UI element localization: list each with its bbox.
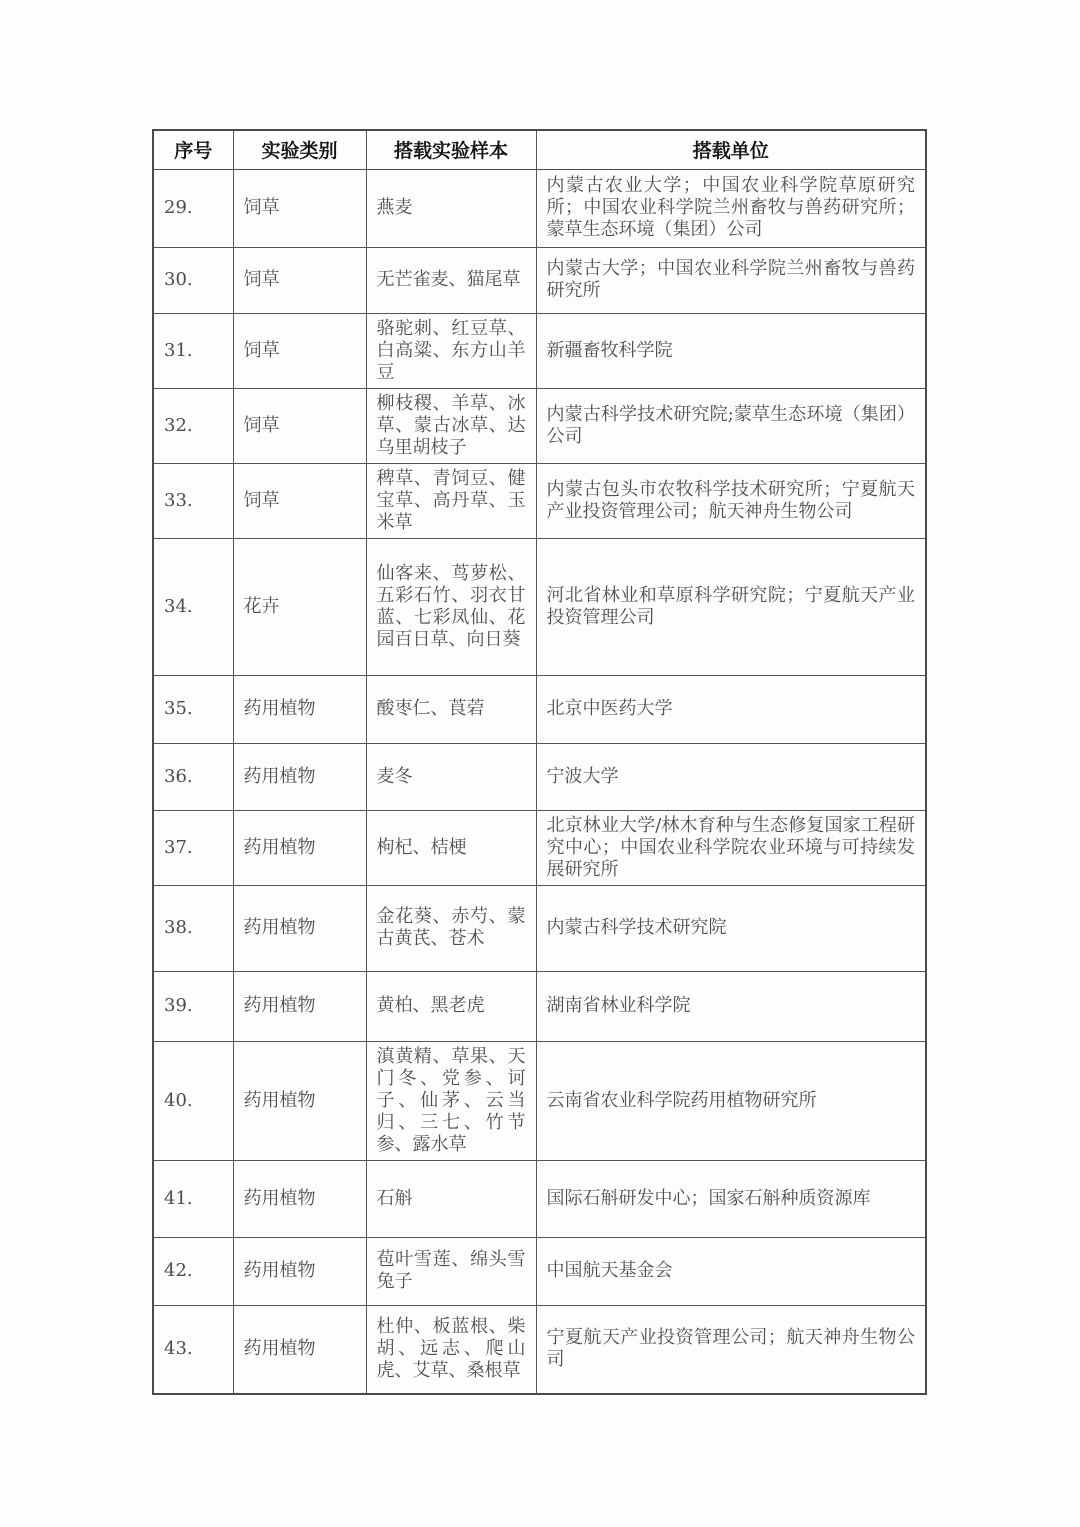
unit-cell: 内蒙古科学技术研究院;蒙草生态环境（集团）公司 xyxy=(536,388,926,463)
unit-cell: 北京中医药大学 xyxy=(536,675,926,743)
sample-cell: 滇黄精、草果、天门冬、党参、诃子、仙茅、云当归、三七、竹节参、露水草 xyxy=(366,1041,536,1160)
sample-cell: 麦冬 xyxy=(366,743,536,810)
sample-cell: 燕麦 xyxy=(366,169,536,247)
category-cell: 药用植物 xyxy=(233,885,366,971)
category-cell: 药用植物 xyxy=(233,1041,366,1160)
row-number: 38. xyxy=(153,885,233,971)
category-cell: 饲草 xyxy=(233,313,366,388)
sample-cell: 石斛 xyxy=(366,1160,536,1237)
category-cell: 花卉 xyxy=(233,538,366,675)
category-cell: 药用植物 xyxy=(233,675,366,743)
unit-cell: 新疆畜牧科学院 xyxy=(536,313,926,388)
row-number: 35. xyxy=(153,675,233,743)
sample-cell: 苞叶雪莲、绵头雪兔子 xyxy=(366,1237,536,1305)
sample-cell: 柳枝稷、羊草、冰草、蒙古冰草、达乌里胡枝子 xyxy=(366,388,536,463)
table-row xyxy=(153,169,926,247)
table-row xyxy=(153,313,926,388)
unit-cell: 北京林业大学/林木育种与生态修复国家工程研究中心；中国农业科学院农业环境与可持续发展研究所 xyxy=(536,810,926,885)
category-cell: 药用植物 xyxy=(233,971,366,1041)
payload-table xyxy=(152,129,927,1395)
category-cell: 饲草 xyxy=(233,247,366,313)
row-number: 40. xyxy=(153,1041,233,1160)
column-header-sample: 搭载实验样本 xyxy=(366,130,536,169)
table-row xyxy=(153,388,926,463)
table-row xyxy=(153,538,926,675)
table-row xyxy=(153,1041,926,1160)
table-row xyxy=(153,1237,926,1305)
category-cell: 饲草 xyxy=(233,169,366,247)
unit-cell: 河北省林业和草原科学研究院；宁夏航天产业投资管理公司 xyxy=(536,538,926,675)
row-number: 41. xyxy=(153,1160,233,1237)
unit-cell: 内蒙古包头市农牧科学技术研究所；宁夏航天产业投资管理公司；航天神舟生物公司 xyxy=(536,463,926,538)
sample-cell: 杜仲、板蓝根、柴胡、远志、爬山虎、艾草、桑根草 xyxy=(366,1305,536,1394)
category-cell: 饲草 xyxy=(233,388,366,463)
sample-cell: 枸杞、桔梗 xyxy=(366,810,536,885)
sample-cell: 无芒雀麦、猫尾草 xyxy=(366,247,536,313)
column-header-unit: 搭载单位 xyxy=(536,130,926,169)
row-number: 36. xyxy=(153,743,233,810)
table-row xyxy=(153,885,926,971)
category-cell: 药用植物 xyxy=(233,1160,366,1237)
category-cell: 饲草 xyxy=(233,463,366,538)
table-row xyxy=(153,463,926,538)
row-number: 32. xyxy=(153,388,233,463)
sample-cell: 黄柏、黑老虎 xyxy=(366,971,536,1041)
table-row xyxy=(153,810,926,885)
row-number: 31. xyxy=(153,313,233,388)
table-row xyxy=(153,247,926,313)
unit-cell: 内蒙古科学技术研究院 xyxy=(536,885,926,971)
row-number: 42. xyxy=(153,1237,233,1305)
sample-cell: 骆驼刺、红豆草、白高粱、东方山羊豆 xyxy=(366,313,536,388)
row-number: 33. xyxy=(153,463,233,538)
table-header-row xyxy=(153,130,926,169)
sample-cell: 酸枣仁、莨菪 xyxy=(366,675,536,743)
row-number: 30. xyxy=(153,247,233,313)
row-number: 39. xyxy=(153,971,233,1041)
category-cell: 药用植物 xyxy=(233,743,366,810)
table-row xyxy=(153,1305,926,1394)
column-header-category: 实验类别 xyxy=(233,130,366,169)
unit-cell: 内蒙古农业大学；中国农业科学院草原研究所；中国农业科学院兰州畜牧与兽药研究所；蒙草生态环境（集团）公司 xyxy=(536,169,926,247)
category-cell: 药用植物 xyxy=(233,1237,366,1305)
table-row xyxy=(153,675,926,743)
unit-cell: 中国航天基金会 xyxy=(536,1237,926,1305)
row-number: 43. xyxy=(153,1305,233,1394)
unit-cell: 内蒙古大学；中国农业科学院兰州畜牧与兽药研究所 xyxy=(536,247,926,313)
sample-cell: 仙客来、茑萝松、五彩石竹、羽衣甘蓝、七彩凤仙、花园百日草、向日葵 xyxy=(366,538,536,675)
row-number: 37. xyxy=(153,810,233,885)
unit-cell: 宁夏航天产业投资管理公司；航天神舟生物公司 xyxy=(536,1305,926,1394)
unit-cell: 湖南省林业科学院 xyxy=(536,971,926,1041)
column-header-no: 序号 xyxy=(153,130,233,169)
table-row xyxy=(153,743,926,810)
row-number: 34. xyxy=(153,538,233,675)
sample-cell: 稗草、青饲豆、健宝草、高丹草、玉米草 xyxy=(366,463,536,538)
table-row xyxy=(153,1160,926,1237)
unit-cell: 宁波大学 xyxy=(536,743,926,810)
category-cell: 药用植物 xyxy=(233,810,366,885)
unit-cell: 云南省农业科学院药用植物研究所 xyxy=(536,1041,926,1160)
unit-cell: 国际石斛研发中心；国家石斛种质资源库 xyxy=(536,1160,926,1237)
category-cell: 药用植物 xyxy=(233,1305,366,1394)
table-row xyxy=(153,971,926,1041)
sample-cell: 金花葵、赤芍、蒙古黄芪、苍术 xyxy=(366,885,536,971)
row-number: 29. xyxy=(153,169,233,247)
